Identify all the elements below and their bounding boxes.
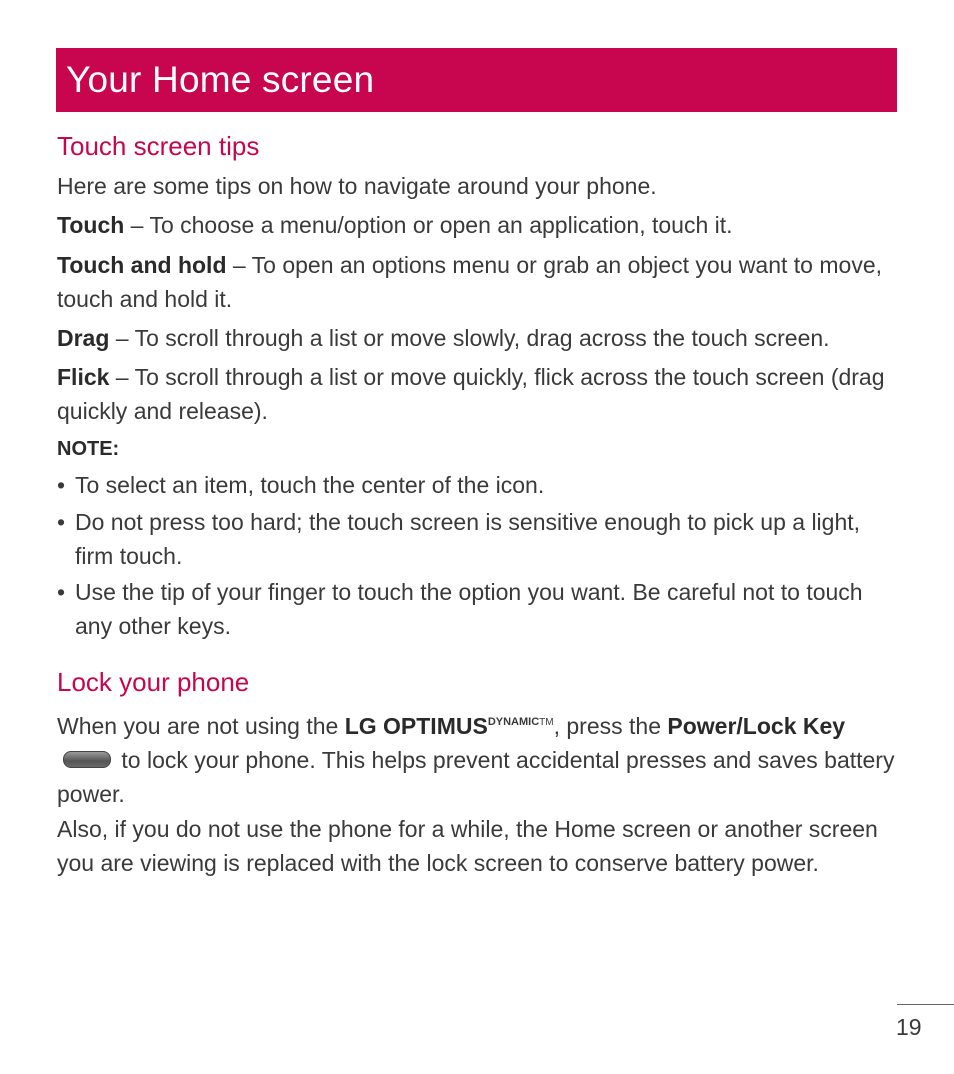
trademark-mark: TM [539, 717, 554, 728]
tip-term: Touch [57, 212, 125, 238]
lock-paragraph-2: Also, if you do not use the phone for a while, the Home screen or another screen you are viewing is replaced with the lock screen to conserve battery power. [57, 816, 878, 876]
tip-text: – To choose a menu/option or open an application, touch it. [124, 212, 733, 238]
note-label: NOTE: [57, 438, 120, 460]
tip-flick [57, 360, 897, 428]
touch-tips-intro: Here are some tips on how to navigate around your phone. [57, 173, 657, 199]
page-banner [56, 48, 897, 112]
brand-name: LG OPTIMUS [344, 713, 488, 739]
bullet-dot: • [57, 472, 66, 498]
section-heading-touch-tips: Touch screen tips [57, 131, 260, 161]
note-text: Use the tip of your finger to touch the option you want. Be careful not to touch any other keys. [75, 579, 863, 639]
tip-text: – To scroll through a list or move slowly, drag across the touch screen. [109, 325, 830, 351]
tip-term: Flick [57, 364, 110, 390]
lock-text: When you are not using the [57, 713, 345, 739]
note-text: Do not press too hard; the touch screen is sensitive enough to pick up a light, firm touch. [75, 509, 861, 569]
tip-text: – To open an options menu or grab an object you want to move, touch and hold it. [57, 252, 882, 312]
lock-text: , press the [553, 713, 668, 739]
tip-term: Drag [57, 325, 110, 351]
tip-term: Touch and hold [57, 252, 227, 278]
note-bullet [57, 505, 897, 573]
tip-touch [57, 208, 897, 242]
note-bullet [57, 468, 897, 502]
tip-text: – To scroll through a list or move quickly, flick across the touch screen (drag quickly and release). [57, 364, 885, 424]
bullet-dot: • [57, 509, 66, 535]
lock-text: to lock your phone. This helps prevent accidental presses and saves battery power. [57, 747, 895, 807]
lock-paragraph-1 [57, 705, 897, 811]
key-name: Power/Lock Key [667, 713, 846, 739]
tip-touch-and-hold [57, 248, 897, 316]
tip-drag [57, 321, 897, 355]
note-bullet [57, 575, 897, 643]
note-text: To select an item, touch the center of the icon. [75, 472, 545, 498]
power-lock-key-icon [63, 751, 111, 768]
brand-superscript: DYNAMIC [487, 716, 540, 728]
section-heading-lock-phone: Lock your phone [57, 667, 250, 697]
page-number: 19 [896, 1014, 922, 1040]
bullet-dot: • [57, 579, 66, 605]
footer-rule [897, 1004, 954, 1005]
page-title: Your Home screen [66, 59, 375, 100]
